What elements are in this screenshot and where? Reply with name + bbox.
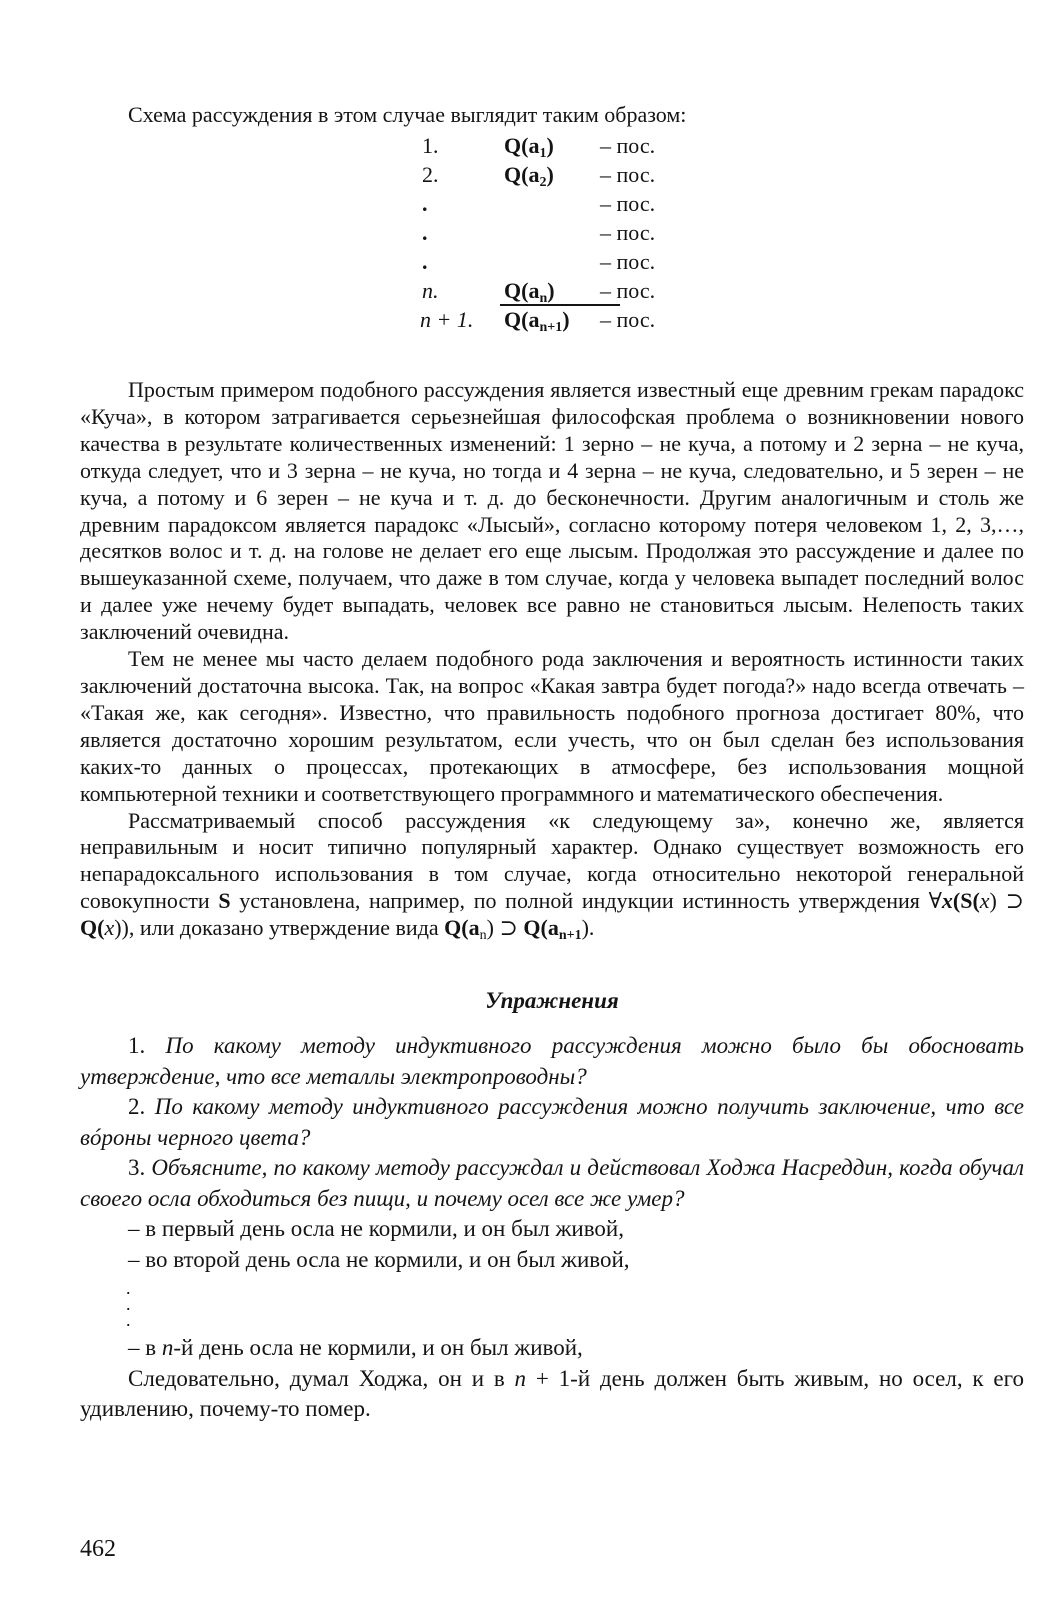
schema-row-result: – пос. (600, 162, 656, 187)
schema-row (80, 133, 780, 162)
schema-row-result: – пос. (600, 278, 656, 303)
schema-row-number: 1. (422, 133, 439, 158)
schema-row (80, 191, 780, 220)
inference-line (500, 304, 620, 306)
conclusion-paragraph: Следовательно, думал Ходжа, он и в n + 1-й день должен быть живым, но осел, к его удивлению, почему-то помер. (80, 1365, 1024, 1422)
reasoning-schema (80, 133, 1024, 377)
schema-row-result: – пос. (600, 307, 656, 332)
schema-row-expression: $Q(a_{n+1})$ (504, 307, 570, 335)
paragraph-paradox: Простым примером подобного рассуждения является известный еще древним грекам парадокс «Куча», в котором затрагивается серьезнейшая философская проблема о возникновении нового качества в результате количественных изменений: 1 зерно – не куча, а потому и 2 зерна – не куча, откуда следует, что и 3 зерна – не куча, но тогда и 4 зерна – не куча, следовательно, и 5 зерен – не куча, а потому и 6 зерен – не куча и т. д. до бесконечности. Другим аналогичным и столь же древним парадоксом является парадокс «Лысый», согласно которому потеря человеком 1, 2, 3,…, десятков волос и т. д. на голове не делает его еще лысым. Продолжая это рассуждение и далее по вышеуказанной схеме, получаем, что даже в том случае, когда у человека выпадет последний волос и далее уже нечему будет выпадать, человек все равно не становиться лысым. Нелепость таких заключений очевидна. (80, 377, 1024, 645)
dash-line: – в первый день осла не кормили, и он был живой, (128, 1216, 624, 1242)
dash-line: – во второй день осла не кормили, и он был живой, (128, 1246, 630, 1272)
schema-row-result: – пос. (600, 191, 656, 216)
schema-row-number: . (422, 191, 428, 216)
schema-row (80, 307, 780, 336)
schema-row (80, 278, 780, 307)
schema-row-number: . (422, 220, 428, 245)
schema-row (80, 162, 780, 191)
exercise-item: 1. По какому методу индуктивного рассуждения можно было бы обосновать утверждение, что все металлы электропроводны? (80, 1033, 1025, 1089)
schema-row (80, 220, 780, 249)
schema-row-result: – пос. (600, 249, 656, 274)
schema-row-number: . (422, 249, 428, 274)
page-number: 462 (80, 1536, 116, 1562)
section-heading: Упражнения (485, 988, 619, 1014)
paragraph-method: Рассматриваемый способ рассуждения «к следующему за», конечно же, является неправильным и носит типично популярный характер. Однако существует возможность его непарадоксального использования в том случае, когда относительно некоторой генеральной совокупности S установлена, например, по полной индукции истинность утверждения ∀x(S(x) ⊃ Q(x)), или доказано утверждение вида $Q(a_n)$ ⊃ $Q(a_{n+1})$. (80, 807, 1025, 944)
paragraph-weather: Тем не менее мы часто делаем подобного рода заключения и вероятность истинности таких заключений достаточна высока. Так, на вопрос «Какая завтра будет погода?» надо всегда отвечать – «Такая же, как сегодня». Известно, что правильность подобного прогноза достигает 80%, что является достаточно хорошим результатом, если учесть, что он был сделан без использования каких-то данных о процессах, протекающих в атмосфере, без использования мощной компьютерной техники и соответствующего программного и математического обеспечения. (80, 646, 1024, 806)
schema-row-expression: $Q(a_n)$ (504, 278, 555, 306)
page-content (80, 100, 1024, 1425)
dash-line: – в n-й день осла не кормили, и он был живой, (128, 1335, 583, 1361)
exercise-item: 2. По какому методу индуктивного рассуждения можно получить заключение, что все вóроны черного цвета? (80, 1094, 1024, 1150)
schema-row-result: – пос. (600, 133, 656, 158)
schema-row-result: – пос. (600, 220, 656, 245)
ellipsis-dots: . . . (126, 1278, 131, 1331)
schema-row-number: n + 1. (420, 307, 474, 332)
schema-row (80, 249, 780, 278)
schema-row-expression: $Q(a_2)$ (504, 162, 554, 190)
schema-row-number: 2. (422, 162, 439, 187)
schema-row-expression: $Q(a_1)$ (504, 133, 554, 161)
schema-intro: Схема рассуждения в этом случае выглядит таким образом: (128, 102, 687, 127)
schema-row-number: n. (422, 278, 439, 303)
exercise-item: 3. Объясните, по какому методу рассуждал и действовал Ходжа Насреддин, когда обучал своего осла обходиться без пищи, и почему осел все же умер? (80, 1155, 1025, 1211)
